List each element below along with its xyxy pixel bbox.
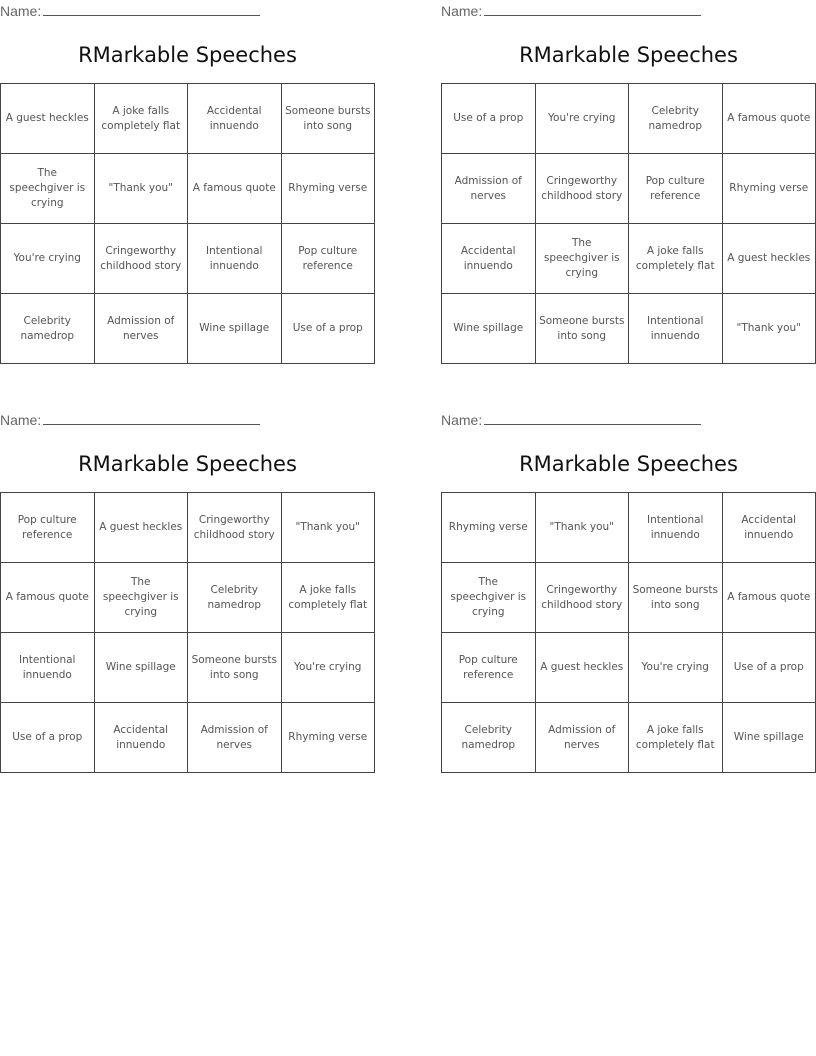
name-field[interactable] <box>0 412 260 428</box>
bingo-grid <box>441 83 816 364</box>
bingo-cell[interactable]: Wine spillage <box>188 294 282 364</box>
bingo-cell[interactable]: Rhyming verse <box>723 154 816 224</box>
bingo-cell[interactable]: A joke falls completely flat <box>629 224 723 294</box>
bingo-cell[interactable]: A guest heckles <box>536 633 630 703</box>
bingo-cell[interactable]: You're crying <box>282 633 376 703</box>
bingo-cell[interactable]: Pop culture reference <box>1 493 95 563</box>
bingo-cell[interactable]: Admission of nerves <box>442 154 536 224</box>
bingo-cell[interactable]: A famous quote <box>723 84 816 154</box>
card-title: RMarkable Speeches <box>78 43 297 67</box>
bingo-cell[interactable]: Admission of nerves <box>536 703 630 773</box>
name-label: Name: <box>0 412 42 428</box>
bingo-cell[interactable]: The speechgiver is crying <box>536 224 630 294</box>
name-field[interactable] <box>441 412 701 428</box>
bingo-cell[interactable]: Accidental innuendo <box>723 493 816 563</box>
bingo-cell[interactable]: Someone bursts into song <box>282 84 376 154</box>
bingo-cell[interactable]: A famous quote <box>188 154 282 224</box>
bingo-cell[interactable]: Use of a prop <box>723 633 816 703</box>
bingo-cell[interactable]: Intentional innuendo <box>629 493 723 563</box>
bingo-cell[interactable]: Wine spillage <box>442 294 536 364</box>
bingo-cell[interactable]: Use of a prop <box>442 84 536 154</box>
bingo-cell[interactable]: A famous quote <box>1 563 95 633</box>
bingo-cell[interactable]: Intentional innuendo <box>1 633 95 703</box>
bingo-cell[interactable]: Wine spillage <box>95 633 189 703</box>
bingo-cell[interactable]: Rhyming verse <box>282 154 376 224</box>
bingo-card-1 <box>0 0 376 364</box>
bingo-cell[interactable]: Someone bursts into song <box>629 563 723 633</box>
name-field[interactable] <box>0 3 260 19</box>
bingo-cell[interactable]: "Thank you" <box>282 493 376 563</box>
bingo-cell[interactable]: "Thank you" <box>536 493 630 563</box>
card-title: RMarkable Speeches <box>519 452 738 476</box>
bingo-cell[interactable]: Someone bursts into song <box>536 294 630 364</box>
bingo-cell[interactable]: A joke falls completely flat <box>282 563 376 633</box>
bingo-cell[interactable]: A guest heckles <box>1 84 95 154</box>
bingo-cell[interactable]: Accidental innuendo <box>95 703 189 773</box>
bingo-card-4 <box>441 409 816 773</box>
bingo-grid <box>441 492 816 773</box>
bingo-cell[interactable]: A guest heckles <box>95 493 189 563</box>
bingo-cell[interactable]: Admission of nerves <box>95 294 189 364</box>
bingo-cell[interactable]: Pop culture reference <box>282 224 376 294</box>
name-line[interactable] <box>43 3 260 16</box>
bingo-cell[interactable]: The speechgiver is crying <box>1 154 95 224</box>
bingo-cell[interactable]: A guest heckles <box>723 224 816 294</box>
bingo-cell[interactable]: A joke falls completely flat <box>629 703 723 773</box>
name-label: Name: <box>441 412 483 428</box>
name-label: Name: <box>0 3 42 19</box>
bingo-cell[interactable]: Celebrity namedrop <box>188 563 282 633</box>
bingo-cell[interactable]: Accidental innuendo <box>442 224 536 294</box>
bingo-cell[interactable]: Cringeworthy childhood story <box>188 493 282 563</box>
bingo-cell[interactable]: Celebrity namedrop <box>629 84 723 154</box>
bingo-cell[interactable]: You're crying <box>1 224 95 294</box>
bingo-cell[interactable]: Celebrity namedrop <box>1 294 95 364</box>
bingo-cell[interactable]: The speechgiver is crying <box>442 563 536 633</box>
bingo-cell[interactable]: Intentional innuendo <box>188 224 282 294</box>
bingo-cell[interactable]: Someone bursts into song <box>188 633 282 703</box>
name-line[interactable] <box>484 412 701 425</box>
bingo-card-3 <box>0 409 376 773</box>
bingo-card-2 <box>441 0 816 364</box>
bingo-cell[interactable]: Celebrity namedrop <box>442 703 536 773</box>
bingo-cell[interactable]: You're crying <box>536 84 630 154</box>
bingo-cell[interactable]: Pop culture reference <box>442 633 536 703</box>
bingo-cell[interactable]: You're crying <box>629 633 723 703</box>
name-field[interactable] <box>441 3 701 19</box>
card-title: RMarkable Speeches <box>519 43 738 67</box>
bingo-cell[interactable]: A joke falls completely flat <box>95 84 189 154</box>
name-label: Name: <box>441 3 483 19</box>
bingo-cell[interactable]: "Thank you" <box>95 154 189 224</box>
name-line[interactable] <box>484 3 701 16</box>
bingo-grid <box>0 492 375 773</box>
bingo-cell[interactable]: "Thank you" <box>723 294 816 364</box>
bingo-cell[interactable]: Accidental innuendo <box>188 84 282 154</box>
card-title: RMarkable Speeches <box>78 452 297 476</box>
bingo-cell[interactable]: Rhyming verse <box>282 703 376 773</box>
bingo-cell[interactable]: Use of a prop <box>282 294 376 364</box>
bingo-cell[interactable]: Cringeworthy childhood story <box>95 224 189 294</box>
name-line[interactable] <box>43 412 260 425</box>
bingo-cell[interactable]: Rhyming verse <box>442 493 536 563</box>
bingo-cell[interactable]: Use of a prop <box>1 703 95 773</box>
bingo-cell[interactable]: Cringeworthy childhood story <box>536 154 630 224</box>
bingo-cell[interactable]: Admission of nerves <box>188 703 282 773</box>
bingo-cell[interactable]: Cringeworthy childhood story <box>536 563 630 633</box>
bingo-cell[interactable]: Pop culture reference <box>629 154 723 224</box>
bingo-cell[interactable]: A famous quote <box>723 563 816 633</box>
bingo-cell[interactable]: Intentional innuendo <box>629 294 723 364</box>
bingo-grid <box>0 83 375 364</box>
bingo-cell[interactable]: Wine spillage <box>723 703 816 773</box>
bingo-cell[interactable]: The speechgiver is crying <box>95 563 189 633</box>
